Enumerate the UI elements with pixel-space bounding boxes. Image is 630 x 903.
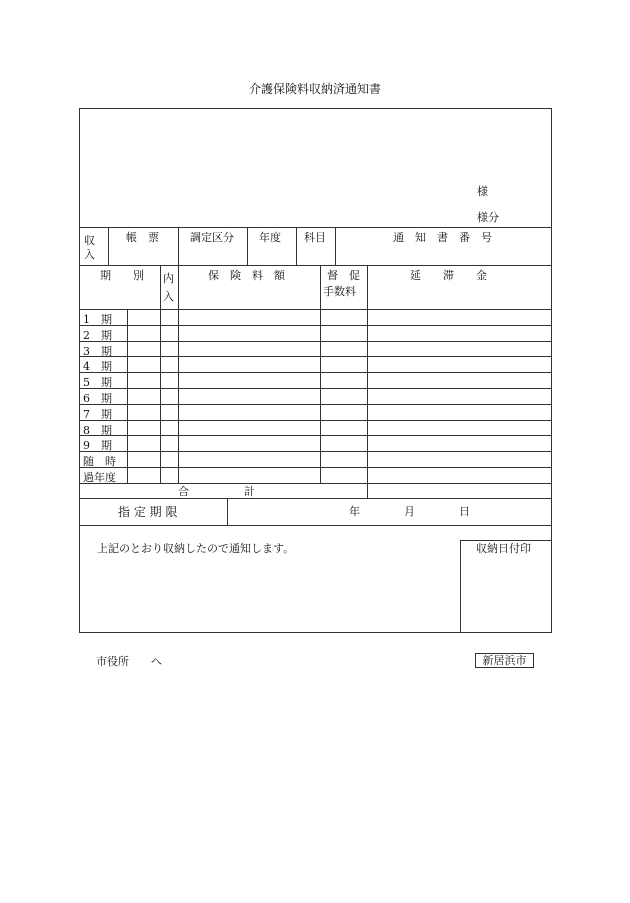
header-chotei-kubun: 調定区分 <box>190 231 234 244</box>
divider <box>79 525 552 526</box>
recipient-sama: 様 <box>477 185 488 198</box>
row-label: 9 期 <box>83 439 112 453</box>
recipient-sama-bun: 様分 <box>477 211 499 224</box>
table-row <box>79 451 552 467</box>
footer-to: 市役所 へ <box>96 655 162 668</box>
row-label: 7 期 <box>83 407 112 421</box>
divider <box>79 435 552 436</box>
row-label: 随 時 <box>83 455 116 469</box>
divider <box>227 498 228 525</box>
divider <box>79 341 552 342</box>
divider <box>247 227 248 265</box>
row-label: 8 期 <box>83 423 112 437</box>
stamp-label: 収納日付印 <box>476 542 531 555</box>
row-label: 6 期 <box>83 392 112 405</box>
document-title: 介護保険料収納済通知書 <box>248 82 381 96</box>
header-tsuchisho-bango: 通 知 書 番 号 <box>393 231 492 244</box>
col-hokenryo-gaku: 保 険 料 額 <box>208 269 285 282</box>
divider <box>79 498 552 499</box>
table-row <box>79 309 552 325</box>
table-row <box>79 356 552 372</box>
city-name: 新居浜市 <box>482 654 527 667</box>
header-kamoku: 科目 <box>304 231 326 244</box>
city-name-box <box>475 653 534 668</box>
header-nendo: 年度 <box>259 231 281 244</box>
divider <box>178 227 179 265</box>
divider <box>335 227 336 265</box>
col-tokusoku: 督 促 <box>327 269 360 282</box>
table-row <box>79 341 552 357</box>
divider <box>79 451 552 452</box>
divider <box>79 404 552 405</box>
col-tesuryo: 手数料 <box>323 285 356 298</box>
divider <box>79 356 552 357</box>
shitei-kigen-label: 指 定 期 限 <box>118 505 178 519</box>
divider <box>460 540 461 633</box>
header-chohyo: 帳 票 <box>126 231 159 244</box>
header-shunyu-1: 収 <box>84 234 95 247</box>
table-row <box>79 404 552 420</box>
table-row <box>79 435 552 451</box>
col-uchiire-1: 内 <box>163 272 174 285</box>
header-shunyu-2: 入 <box>84 248 95 261</box>
table-row <box>79 420 552 436</box>
col-kibetsu: 期 別 <box>100 269 144 282</box>
row-label: 5 期 <box>83 376 112 390</box>
divider <box>296 227 297 265</box>
table-row <box>79 388 552 404</box>
row-label: 2 期 <box>83 328 112 342</box>
divider <box>79 388 552 389</box>
divider <box>79 325 552 326</box>
table-row <box>79 325 552 341</box>
divider <box>79 265 552 266</box>
shitei-kigen-date: 年 月 日 <box>349 505 470 518</box>
divider <box>108 227 109 265</box>
row-label: 3 期 <box>83 344 112 358</box>
col-entaikin: 延 滞 金 <box>410 269 487 282</box>
table-row <box>79 372 552 388</box>
divider <box>460 540 552 541</box>
divider <box>79 227 552 228</box>
notice-message: 上記のとおり収納したので通知します。 <box>97 542 295 555</box>
row-label: 過年度 <box>83 471 116 484</box>
divider <box>79 372 552 373</box>
row-label: 4 期 <box>83 360 112 374</box>
table-row <box>79 467 552 483</box>
divider <box>79 420 552 421</box>
row-label: 1 期 <box>83 313 112 326</box>
divider <box>79 467 552 468</box>
divider <box>79 483 552 484</box>
total-label: 合 計 <box>178 485 255 498</box>
col-uchiire-2: 入 <box>163 290 174 303</box>
